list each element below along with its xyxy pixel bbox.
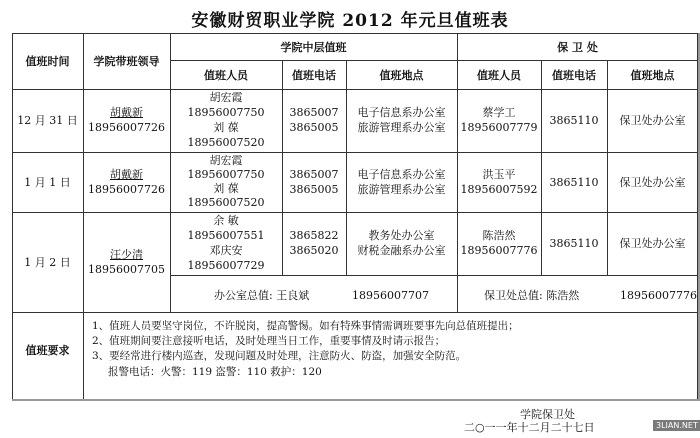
- sec-staff: 18956007779: [460, 121, 538, 134]
- mid-staff: 18956007729: [187, 259, 265, 272]
- page-title: 安徽财贸职业学院 2012 年元旦值班表: [191, 11, 509, 31]
- sec-phone: 3865110: [549, 237, 599, 250]
- mid-location: 教务处办公室: [368, 229, 435, 242]
- sec-location: 保卫处办公室: [619, 114, 686, 127]
- mid-staff: 18956007520: [187, 196, 265, 209]
- leader-name: 胡戴新: [110, 168, 143, 181]
- header-mid-location: 值班地点: [379, 69, 424, 82]
- requirement-item: 3、要经常进行楼内巡查，发现问题及时处理，注意防火、防盗，加强安全防范。: [92, 350, 467, 362]
- mid-location: 旅游管理系办公室: [357, 183, 446, 196]
- mid-phone: 3865007: [289, 106, 339, 119]
- sec-location: 保卫处办公室: [619, 176, 686, 189]
- header-mid-staff: 值班人员: [204, 69, 248, 82]
- row-date: 1 月 2 日: [24, 256, 71, 269]
- office-general-duty: 办公室总值: 王良斌: [214, 289, 310, 302]
- mid-phone: 3865007: [289, 168, 339, 181]
- mid-staff: 胡宏霞: [209, 154, 243, 167]
- mid-staff: 余 敏: [213, 214, 239, 227]
- header-mid-phone: 值班电话: [292, 69, 336, 82]
- mid-location: 电子信息系办公室: [357, 106, 446, 119]
- sec-phone: 3865110: [549, 176, 599, 189]
- table-line: [83, 33, 84, 400]
- security-general-duty: 保卫处总值: 陈浩然: [484, 289, 580, 302]
- requirement-item: 1、值班人员要坚守岗位，不许脱岗，提高警惕。如有特殊事情需调班要事先向总值班提出；: [92, 320, 519, 332]
- security-general-phone: 18956007776: [620, 289, 697, 302]
- office-general-phone: 18956007707: [352, 289, 429, 302]
- sec-phone: 3865110: [549, 114, 599, 127]
- header-sec-staff: 值班人员: [477, 69, 521, 82]
- requirements-label: 值班要求: [25, 344, 70, 357]
- mid-staff: 18956007750: [187, 106, 265, 119]
- mid-location: 电子信息系办公室: [357, 168, 446, 181]
- table-shadow: [12, 399, 700, 401]
- requirement-item: 2、值班期间要注意接听电话，及时处理当日工作，重要事情及时请示报告；: [92, 335, 446, 347]
- table-line: [12, 312, 698, 313]
- table-line: [12, 212, 698, 213]
- site-watermark: 3LIAN.NET: [653, 420, 700, 431]
- mid-phone: 3865005: [289, 183, 339, 196]
- footer-org: 学院保卫处: [520, 408, 575, 421]
- table-line: [12, 89, 698, 90]
- table-line: [12, 33, 698, 34]
- mid-staff: 18956007551: [187, 229, 265, 242]
- table-line: [12, 152, 698, 153]
- mid-location: 财税金融系办公室: [357, 244, 446, 257]
- mid-staff: 胡宏霞: [209, 91, 243, 104]
- mid-phone: 3865822: [289, 229, 339, 242]
- header-sec-location: 值班地点: [630, 69, 675, 82]
- mid-staff: 18956007750: [187, 168, 265, 181]
- header-sec-phone: 值班电话: [552, 69, 596, 82]
- sec-staff: 18956007776: [460, 244, 538, 257]
- leader-phone: 18956007726: [88, 121, 165, 134]
- mid-staff: 刘 葆: [213, 121, 239, 134]
- row-date: 1 月 1 日: [24, 176, 71, 189]
- header-security-group: 保 卫 处: [557, 41, 598, 54]
- mid-phone: 3865005: [289, 121, 339, 134]
- sec-staff: 18956007592: [460, 183, 538, 196]
- header-time: 值班时间: [25, 55, 70, 68]
- sec-staff: 陈浩然: [482, 229, 516, 242]
- header-mid-group: 学院中层值班: [280, 41, 347, 54]
- alarm-phones: 报警电话：火警：119 盗警：110 救护：120: [108, 366, 322, 378]
- footer-date: 二○一一年十二月二十七日: [464, 421, 595, 434]
- table-line: [170, 60, 698, 61]
- leader-name: 胡戴新: [110, 106, 143, 119]
- row-date: 12 月 31 日: [17, 114, 78, 127]
- leader-phone: 18956007726: [88, 183, 165, 196]
- mid-phone: 3865020: [289, 244, 339, 257]
- mid-staff: 18956007520: [187, 136, 265, 149]
- leader-name: 汪少清: [110, 248, 143, 261]
- sec-staff: 洪玉平: [482, 168, 516, 181]
- mid-location: 旅游管理系办公室: [357, 121, 446, 134]
- mid-staff: 邓庆安: [209, 244, 243, 257]
- header-leader: 学院带班领导: [93, 55, 160, 68]
- table-line: [170, 275, 698, 276]
- sec-staff: 蔡学工: [482, 106, 516, 119]
- leader-phone: 18956007705: [88, 263, 165, 276]
- mid-staff: 刘 葆: [213, 182, 239, 195]
- sec-location: 保卫处办公室: [619, 237, 686, 250]
